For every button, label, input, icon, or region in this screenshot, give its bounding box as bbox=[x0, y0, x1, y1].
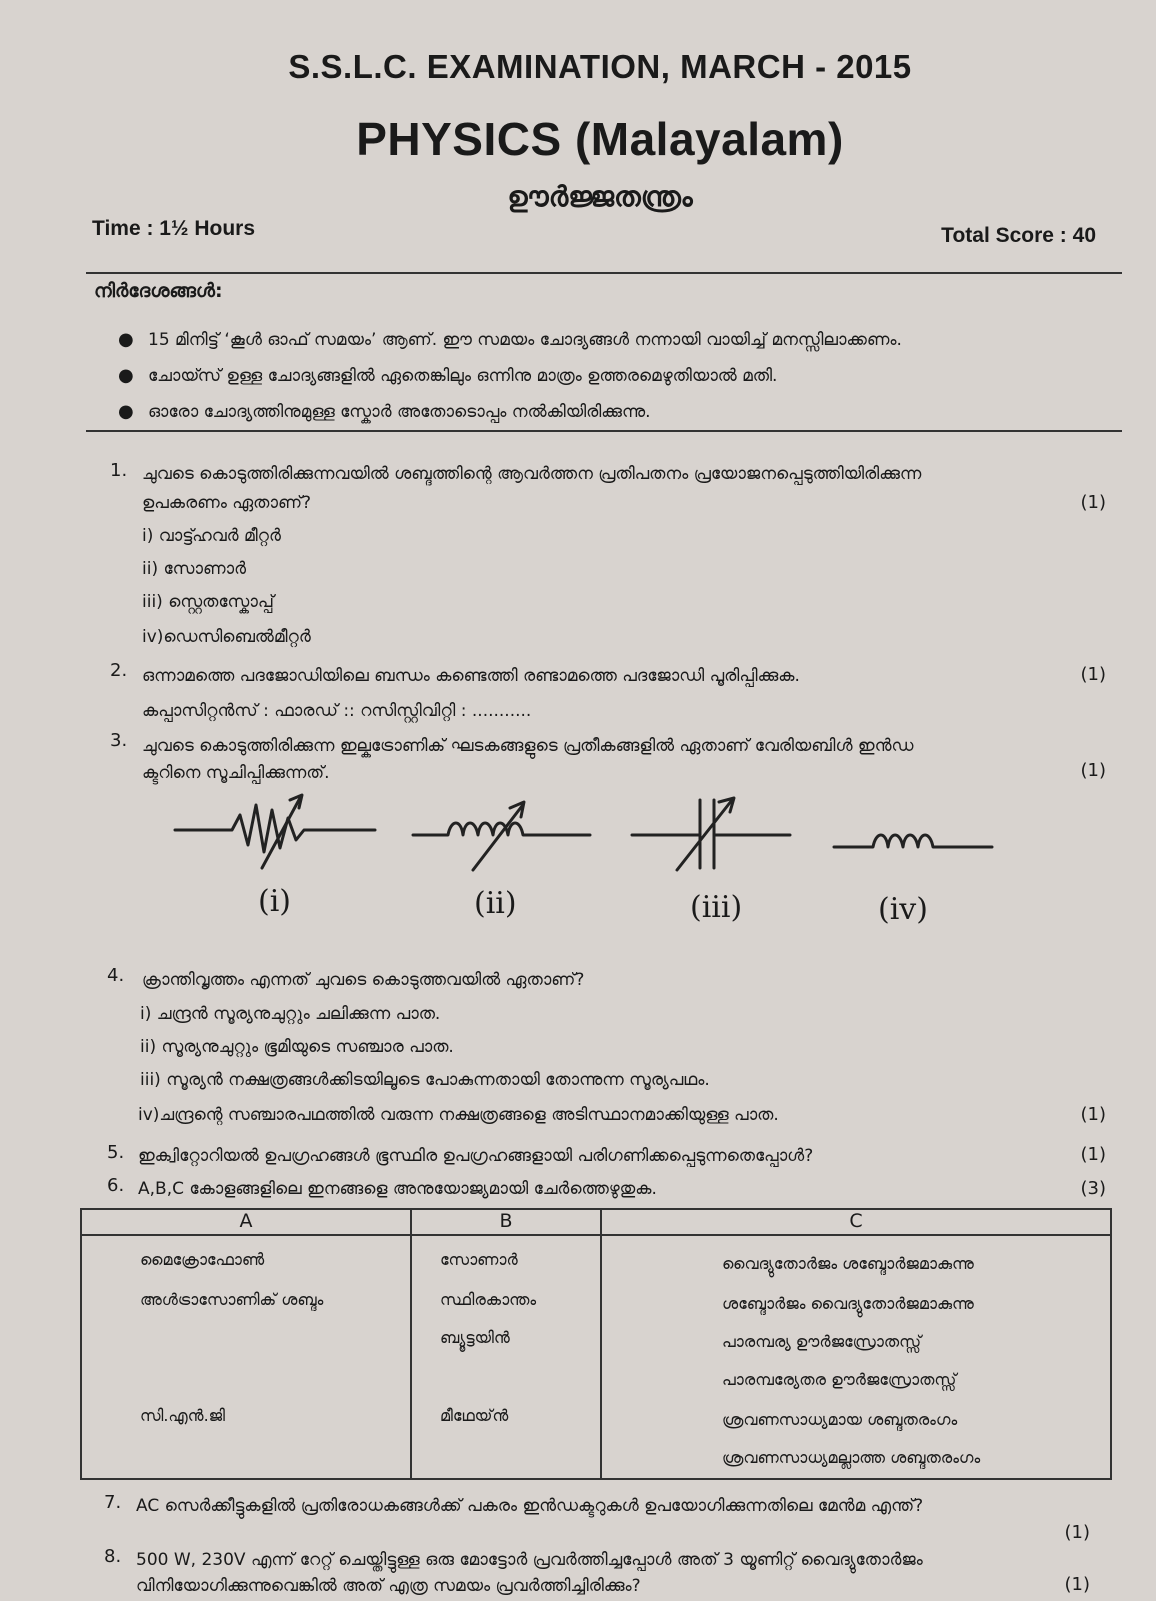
question-number: 2. bbox=[110, 660, 128, 681]
total-score: Total Score : 40 bbox=[941, 224, 1096, 247]
question-mark: (1) bbox=[1080, 1104, 1106, 1125]
col-c-item: പാരമ്പര്യ ഊർജസ്രോതസ്സ് bbox=[722, 1332, 922, 1351]
subject-subtitle: ഊർജ്ജതന്ത്രം bbox=[507, 180, 693, 213]
column-header-c: C bbox=[602, 1210, 1110, 1236]
column-header-b: B bbox=[412, 1210, 600, 1236]
header-divider bbox=[86, 272, 1122, 274]
question-mark: (1) bbox=[1080, 664, 1106, 685]
instruction-item: ● ഓരോ ചോദ്യത്തിനുമുള്ള സ്കോർ അതോടൊപ്പം നൽകിയിരിക്കുന്നു. bbox=[118, 394, 1078, 430]
question-mark: (1) bbox=[1080, 760, 1106, 781]
exam-title: S.S.L.C. EXAMINATION, MARCH - 2015 bbox=[288, 48, 912, 85]
column-header-a: A bbox=[82, 1210, 410, 1236]
symbol-label-ii: (ii) bbox=[474, 886, 517, 921]
col-a-item: സി.എൻ.ജി bbox=[140, 1406, 225, 1425]
col-b-item: ബ്യൂട്ടയിൻ bbox=[440, 1328, 510, 1347]
option-ii: ii) സൂര്യനുചുറ്റും ഭൂമിയുടെ സഞ്ചാര പാത. bbox=[140, 1037, 454, 1057]
question-number: 3. bbox=[110, 730, 128, 751]
col-c-item: ശബ്ദോർജം വൈദ്യുതോർജമാകുന്നു bbox=[722, 1294, 974, 1313]
column-divider bbox=[600, 1210, 602, 1478]
col-c-item: ശ്രവണസാധ്യമായ ശബ്ദതരംഗം bbox=[722, 1410, 958, 1429]
instruction-item: ● 15 മിനിട്ട് ‘കൂൾ ഓഫ് സമയം’ ആണ്. ഈ സമയം ചോദ്യങ്ങൾ നന്നായി വായിച്ച് മനസ്സിലാക്കണം. bbox=[118, 322, 1078, 358]
question-text: ഇക്വിറ്റോറിയൽ ഉപഗ്രഹങ്ങൾ ഭൂസ്ഥിര ഉപഗ്രഹങ്ങളായി പരിഗണിക്കപ്പെടുന്നതെപ്പോൾ? bbox=[138, 1146, 814, 1166]
symbol-label-iii: (iii) bbox=[690, 890, 743, 925]
question-text: ചുവടെ കൊടുത്തിരിക്കുന്നവയിൽ ശബ്ദത്തിന്റെ ആവർത്തന പ്രതിപതനം പ്രയോജനപ്പെടുത്തിയിരിക്കുന്ന bbox=[142, 464, 922, 484]
question-mark: (1) bbox=[1080, 1144, 1106, 1165]
question-text: വിനിയോഗിക്കുന്നുവെങ്കിൽ അത് എത്ര സമയം പ്രവർത്തിച്ചിരിക്കും? bbox=[136, 1576, 641, 1596]
question-number: 8. bbox=[104, 1546, 122, 1567]
col-b-item: സോണാർ bbox=[440, 1250, 518, 1269]
question-text: ചുവടെ കൊടുത്തിരിക്കുന്ന ഇല്കട്രോണിക് ഘടകങ്ങളുടെ പ്രതീകങ്ങളിൽ ഏതാണ് വേരിയബിൾ ഇൻഡ bbox=[142, 736, 914, 756]
question-text: ക്ടറിനെ സൂചിപ്പിക്കുന്നത്. bbox=[142, 763, 330, 783]
option-i: i) വാട്ട്ഹവർ മീറ്റർ bbox=[142, 526, 281, 546]
variable-resistor-symbol bbox=[175, 795, 375, 868]
question-text: 500 W, 230V എന്ന് റേറ്റ് ചെയ്തിട്ടുള്ള ഒരു മോട്ടോർ പ്രവർത്തിച്ചപ്പോൾ അത് 3 യൂണിറ്റ് വൈദ്യുതോർജം bbox=[136, 1550, 923, 1570]
option-iii: iii) സ്റ്റെതസ്കോപ്പ് bbox=[142, 592, 274, 612]
instructions-divider bbox=[86, 430, 1122, 432]
symbol-label-iv: (iv) bbox=[878, 892, 928, 927]
option-iv: iv)ഡെസിബെൽമീറ്റർ bbox=[142, 627, 311, 647]
col-c-item: ശ്രവണസാധ്യമല്ലാത്ത ശബ്ദതരംഗം bbox=[722, 1448, 981, 1467]
question-number: 6. bbox=[107, 1175, 125, 1196]
match-table bbox=[80, 1208, 1112, 1480]
symbol-label-i: (i) bbox=[258, 884, 292, 919]
question-number: 7. bbox=[104, 1492, 122, 1513]
option-iii: iii) സൂര്യൻ നക്ഷത്രങ്ങൾക്കിടയിലൂടെ പോകുന്നതായി തോന്നുന്ന സൂര്യപഥം. bbox=[140, 1070, 710, 1090]
variable-inductor-symbol bbox=[413, 802, 590, 870]
col-b-item: സ്ഥിരകാന്തം bbox=[440, 1290, 537, 1309]
exam-time: Time : 1½ Hours bbox=[92, 217, 255, 240]
instructions-heading: നിർദേശങ്ങൾ: bbox=[94, 280, 223, 302]
question-number: 4. bbox=[107, 965, 125, 986]
instruction-item: ● ചോയ്സ് ഉള്ള ചോദ്യങ്ങളിൽ ഏതെങ്കിലും ഒന്നിനു മാത്രം ഉത്തരമെഴുതിയാൽ മതി. bbox=[118, 358, 1078, 394]
question-text: ഒന്നാമത്തെ പദജോഡിയിലെ ബന്ധം കണ്ടെത്തി രണ്ടാമത്തെ പദജോഡി പൂരിപ്പിക്കുക. bbox=[142, 666, 800, 686]
question-mark: (1) bbox=[1080, 492, 1106, 513]
col-a-item: അൾട്രാസോണിക് ശബ്ദം bbox=[140, 1290, 324, 1309]
question-number: 1. bbox=[110, 460, 128, 481]
question-mark: (1) bbox=[1064, 1574, 1090, 1595]
question-mark: (3) bbox=[1080, 1178, 1106, 1199]
question-text: കപ്പാസിറ്റൻസ് : ഫാരഡ് :: റസിസ്റ്റിവിറ്റി : ........... bbox=[142, 701, 532, 721]
column-divider bbox=[410, 1210, 412, 1478]
col-c-item: വൈദ്യുതോർജം ശബ്ദോർജമാകുന്നു bbox=[722, 1254, 974, 1273]
col-a-item: മൈക്രോഫോൺ bbox=[140, 1250, 265, 1269]
question-text: ഉപകരണം ഏതാണ്? bbox=[142, 493, 312, 513]
option-i: i) ചന്ദ്രൻ സൂര്യനുചുറ്റും ചലിക്കുന്ന പാത. bbox=[140, 1004, 441, 1024]
question-text: ക്രാന്തിവൃത്തം എന്നത് ചുവടെ കൊടുത്തവയിൽ ഏതാണ്? bbox=[142, 970, 585, 990]
question-number: 5. bbox=[107, 1142, 125, 1163]
question-text: AC സെർക്കീട്ടുകളിൽ പ്രതിരോധകങ്ങൾക്ക് പകരം ഇൻഡക്ടറുകൾ ഉപയോഗിക്കുന്നതിലെ മേൻമ എന്ത്? bbox=[136, 1496, 924, 1516]
variable-capacitor-symbol bbox=[632, 798, 790, 870]
instructions-list bbox=[118, 322, 1078, 430]
option-iv: iv)ചന്ദ്രന്റെ സഞ്ചാരപഥത്തിൽ വരുന്ന നക്ഷത്രങ്ങളെ അടിസ്ഥാനമാക്കിയുള്ള പാത. bbox=[138, 1105, 779, 1125]
subject-title: PHYSICS (Malayalam) bbox=[356, 113, 844, 165]
inductor-symbol bbox=[834, 835, 992, 847]
question-text: A,B,C കോളങ്ങളിലെ ഇനങ്ങളെ അനുയോജ്യമായി ചേർത്തെഴുതുക. bbox=[138, 1179, 657, 1199]
option-ii: ii) സോണാർ bbox=[142, 559, 247, 579]
col-c-item: പാരമ്പര്യേതര ഊർജസ്രോതസ്സ് bbox=[722, 1370, 957, 1389]
circuit-symbols bbox=[170, 790, 1010, 890]
question-mark: (1) bbox=[1064, 1522, 1090, 1543]
col-b-item: മീഥേയ്ൻ bbox=[440, 1406, 509, 1425]
